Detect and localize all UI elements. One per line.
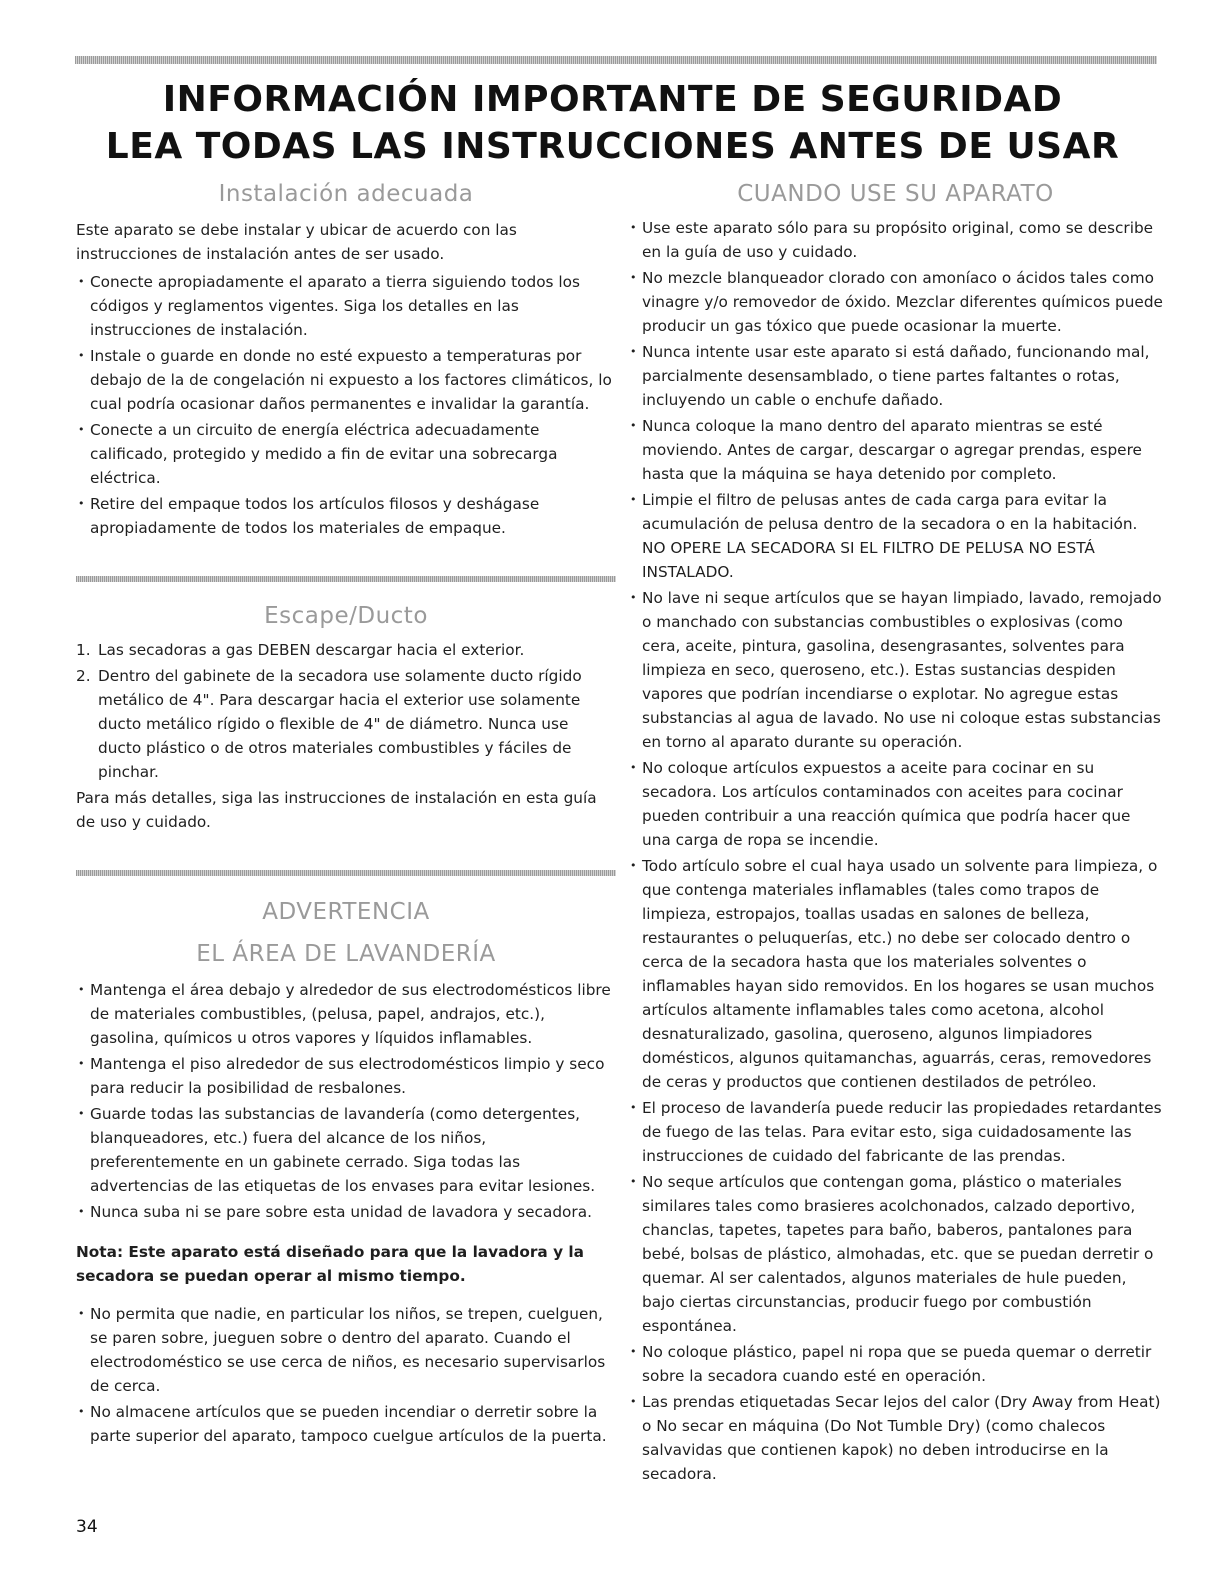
warning-title: ADVERTENCIA [262,899,430,925]
list-item: • Limpie el filtro de pelusas antes de cada carga para evitar la acumulación de pelusa dentro de la secadora o en la habitación. NO OPERE LA SECADORA SI EL FILTRO DE PELUSA NO ESTÁ INSTALADO. [628,488,1163,584]
list-item: • No permita que nadie, en particular los niños, se trepen, cuelguen, se paren sobre, jueguen sobre o dentro del aparato. Cuando el electrodoméstico se use cerca de niños, es necesario supervisarlos de cerca. [76,1302,616,1398]
list-item: • No almacene artículos que se pueden incendiar o derretir sobre la parte superior del aparato, tampoco cuelgue artículos de la puerta. [76,1400,616,1448]
list-item: • Todo artículo sobre el cual haya usado un solvente para limpieza, o que contenga materiales inflamables (tales como trapos de limpieza, estropajos, toallas usadas en salones de belleza, restaurantes o peluquerías, etc.) no debe ser colocado dentro o cerca de la secadora hasta que los materiales solventes o inflamables hayan sido removidos. En los hogares se usan muchos artículos altamente inflamables tales como acetona, alcohol desnaturalizado, gasolina, queroseno, algunos limpiadores domésticos, algunos quitamanchas, aguarrás, ceras, removedores de ceras y productos que contienen destilados de petróleo. [628,854,1163,1094]
section-divider [76,576,616,582]
exhaust-footer: Para más detalles, siga las instrucciones de instalación en esta guía de uso y cuidado. [76,789,597,831]
list-item: • Conecte apropiadamente el aparato a tierra siguiendo todos los códigos y reglamentos vigentes. Siga los detalles en las instrucciones de instalación. [76,270,616,342]
installation-intro: Este aparato se debe instalar y ubicar de acuerdo con las instrucciones de instalación antes de ser usado. [76,221,517,263]
exhaust-title: Escape/Ducto [264,603,428,629]
list-item: • Nunca suba ni se pare sobre esta unidad de lavadora y secadora. [76,1200,616,1224]
list-item: • Mantenga el área debajo y alrededor de sus electrodomésticos libre de materiales combustibles, (pelusa, papel, andrajos, etc.), gasolina, químicos u otros vapores y líquidos inflamables. [76,978,616,1050]
list-item: • No lave ni seque artículos que se hayan limpiado, lavado, remojado o manchado con substancias combustibles o explosivas (como cera, aceite, pintura, gasolina, desengrasantes, solventes para limpieza en seco, queroseno, etc.). Estas sustancias despiden vapores que podrían incendiarse o explotar. No agregue estas substancias al agua de lavado. No use ni coloque estas substancias en torno al aparato durante su operación. [628,586,1163,754]
list-item: • Conecte a un circuito de energía eléctrica adecuadamente calificado, protegido y medido a fin de evitar una sobrecarga eléctrica. [76,418,616,490]
warning-list-2 [76,1302,616,1448]
list-item: • No mezcle blanqueador clorado con amoníaco o ácidos tales como vinagre y/o removedor de óxido. Mezclar diferentes químicos puede producir un gas tóxico que puede ocasionar la muerte. [628,266,1163,338]
list-item: • Mantenga el piso alrededor de sus electrodomésticos limpio y seco para reducir la posibilidad de resbalones. [76,1052,616,1100]
list-item: • Guarde todas las substancias de lavandería (como detergentes, blanqueadores, etc.) fuera del alcance de los niños, preferentemente en un gabinete cerrado. Siga todas las advertencias de las etiquetas de los envases para evitar lesiones. [76,1102,616,1198]
list-item: 1. Las secadoras a gas DEBEN descargar hacia el exterior. [76,641,525,659]
usage-title: CUANDO USE SU APARATO [737,181,1054,207]
list-item: • No coloque plástico, papel ni ropa que se pueda quemar o derretir sobre la secadora cuando esté en operación. [628,1340,1163,1388]
top-divider [75,56,1157,64]
list-item: 2. Dentro del gabinete de la secadora use solamente ducto rígido metálico de 4". Para descargar hacia el exterior use solamente ducto metálico rígido o flexible de 4" de diámetro. Nunca use ducto plástico o de otros materiales combustibles y fáciles de pinchar. [76,667,582,781]
list-item: • Las prendas etiquetadas Secar lejos del calor (Dry Away from Heat) o No secar en máquina (Do Not Tumble Dry) (como chalecos salvavidas que contienen kapok) no deben introducirse en la secadora. [628,1390,1163,1486]
installation-title: Instalación adecuada [218,181,474,207]
note-text: Nota: Este aparato está diseñado para que la lavadora y la secadora se puedan operar al mismo tiempo. [76,1243,584,1285]
list-item: • Nunca intente usar este aparato si está dañado, funcionando mal, parcialmente desensamblado, o tiene partes faltantes o rotas, incluyendo un cable o enchufe dañado. [628,340,1163,412]
usage-list [628,216,1163,1486]
warning-subtitle: EL ÁREA DE LAVANDERÍA [196,941,496,967]
list-item: • Retire del empaque todos los artículos filosos y deshágase apropiadamente de todos los materiales de empaque. [76,492,616,540]
list-item: • No coloque artículos expuestos a aceite para cocinar en su secadora. Los artículos contaminados con aceites para cocinar pueden contribuir a una reacción química que podría hacer que una carga de ropa se incendie. [628,756,1163,852]
page-title: INFORMACIÓN IMPORTANTE DE SEGURIDAD [162,79,1063,120]
list-item: • El proceso de lavandería puede reducir las propiedades retardantes de fuego de las telas. Para evitar esto, siga cuidadosamente las instrucciones de cuidado del fabricante de las prendas. [628,1096,1163,1168]
list-item: • Use este aparato sólo para su propósito original, como se describe en la guía de uso y cuidado. [628,216,1163,264]
page-subtitle: LEA TODAS LAS INSTRUCCIONES ANTES DE USAR [105,126,1120,167]
installation-list [76,270,616,540]
section-divider [76,870,616,876]
warning-list [76,978,616,1224]
list-item: • Nunca coloque la mano dentro del aparato mientras se esté moviendo. Antes de cargar, descargar o agregar prendas, espere hasta que la máquina se haya detenido por completo. [628,414,1163,486]
list-item: • No seque artículos que contengan goma, plástico o materiales similares tales como brasieres acolchonados, calzado deportivo, chanclas, tapetes, tapetes para baño, baberos, pantalones para bebé, bolsas de plástico, almohadas, etc. que se puedan derretir o quemar. Al ser calentados, algunos materiales de hule pueden, bajo ciertas circunstancias, producir fuego por combustión espontánea. [628,1170,1163,1338]
page-number: 34 [76,1517,98,1537]
list-item: • Instale o guarde en donde no esté expuesto a temperaturas por debajo de la de congelación ni expuesto a los factores climáticos, lo cual podría ocasionar daños permanentes e invalidar la garantía. [76,344,616,416]
left-column [76,178,616,1450]
exhaust-list [76,638,616,784]
right-column [628,178,1163,1488]
